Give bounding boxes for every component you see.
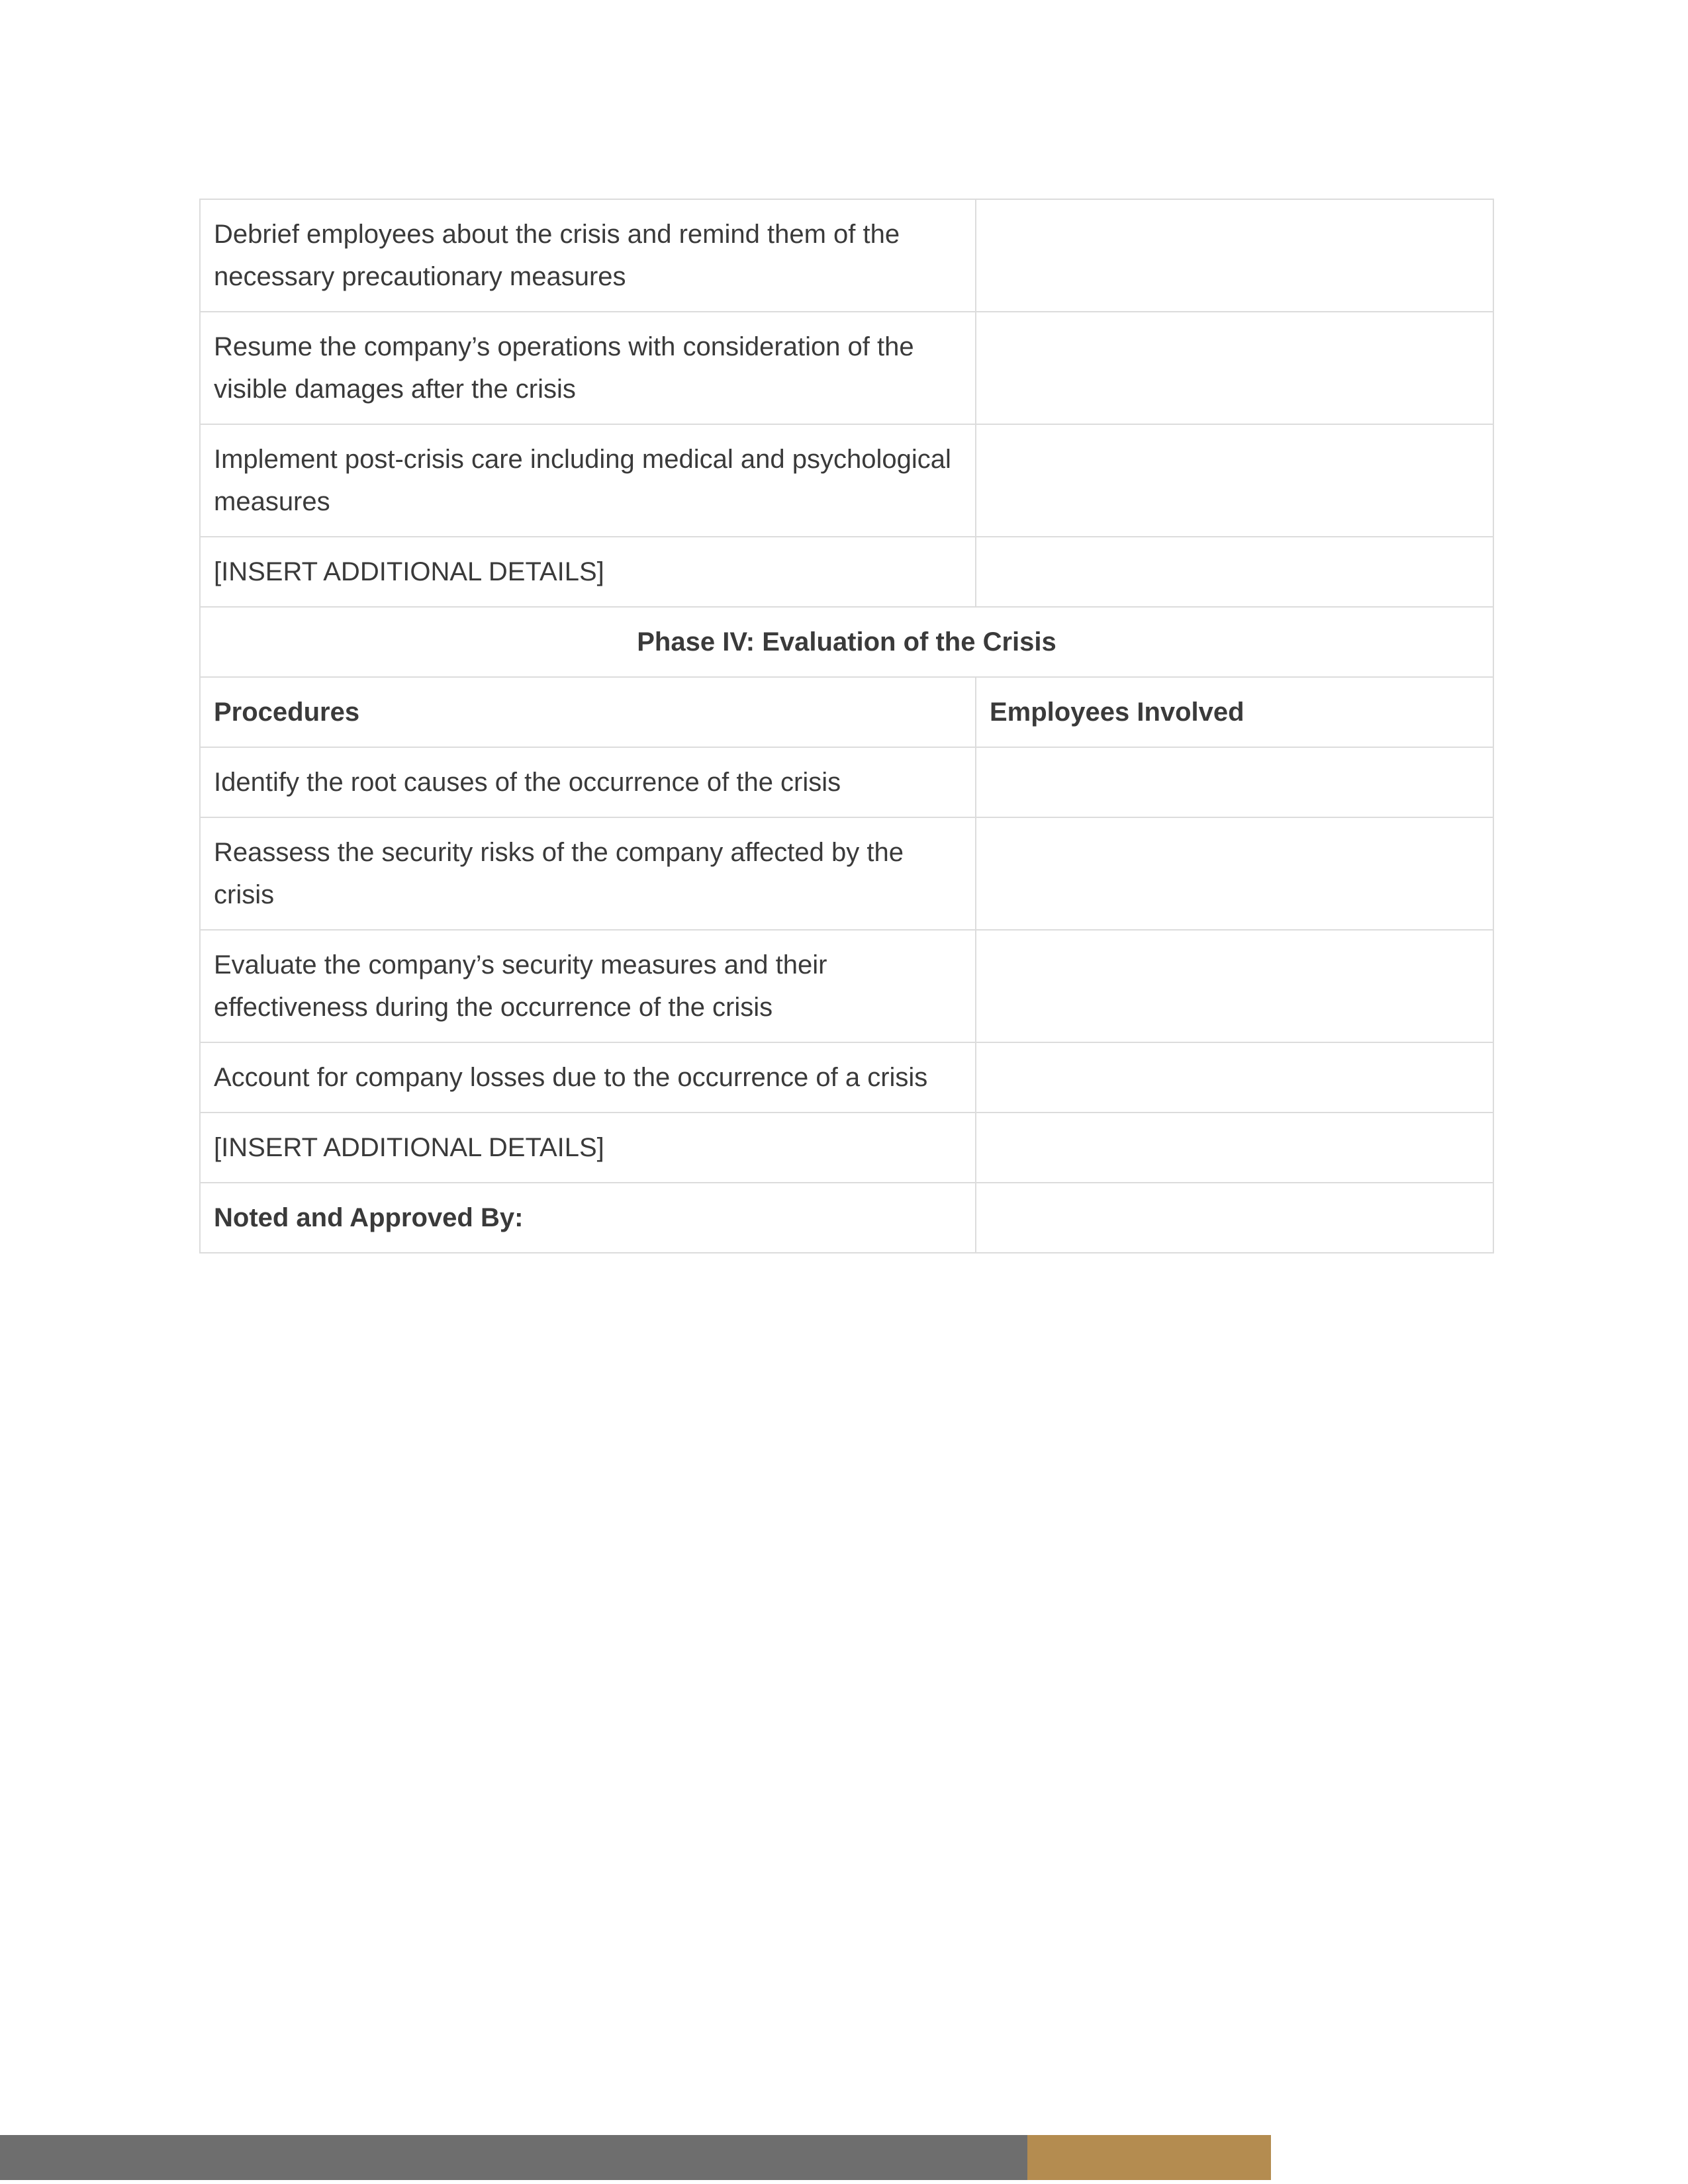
table-row <box>200 424 1493 537</box>
approval-label: Noted and Approved By: <box>200 1183 976 1253</box>
approval-row <box>200 1183 1493 1253</box>
procedure-cell: Reassess the security risks of the company affected by the crisis <box>200 817 976 930</box>
procedures-table <box>199 199 1494 1253</box>
employees-cell[interactable] <box>976 817 1493 930</box>
column-header-row <box>200 677 1493 747</box>
procedure-cell: Account for company losses due to the occurrence of a crisis <box>200 1042 976 1113</box>
table-row <box>200 817 1493 930</box>
procedure-cell: Implement post-crisis care including medical and psychological measures <box>200 424 976 537</box>
procedure-cell: Debrief employees about the crisis and remind them of the necessary precautionary measures <box>200 199 976 312</box>
employees-cell[interactable] <box>976 537 1493 607</box>
procedures-header: Procedures <box>200 677 976 747</box>
procedure-cell: [INSERT ADDITIONAL DETAILS] <box>200 1113 976 1183</box>
table-row <box>200 1113 1493 1183</box>
table-row <box>200 1042 1493 1113</box>
table-row <box>200 747 1493 817</box>
table-row <box>200 312 1493 424</box>
procedure-cell: Evaluate the company’s security measures and their effectiveness during the occurrence of the crisis <box>200 930 976 1042</box>
employees-cell[interactable] <box>976 747 1493 817</box>
approval-signature-cell[interactable] <box>976 1183 1493 1253</box>
employees-cell[interactable] <box>976 1042 1493 1113</box>
table-row <box>200 930 1493 1042</box>
table-row <box>200 537 1493 607</box>
employees-cell[interactable] <box>976 199 1493 312</box>
procedure-cell: [INSERT ADDITIONAL DETAILS] <box>200 537 976 607</box>
employees-cell[interactable] <box>976 424 1493 537</box>
employees-cell[interactable] <box>976 930 1493 1042</box>
procedure-cell: Identify the root causes of the occurrence of the crisis <box>200 747 976 817</box>
phase-heading: Phase IV: Evaluation of the Crisis <box>200 607 1493 677</box>
employees-cell[interactable] <box>976 312 1493 424</box>
footer-bar-gray <box>0 2135 1027 2180</box>
procedure-cell: Resume the company’s operations with consideration of the visible damages after the crisis <box>200 312 976 424</box>
employees-cell[interactable] <box>976 1113 1493 1183</box>
footer-bar-gold <box>1027 2135 1271 2180</box>
table-row <box>200 199 1493 312</box>
employees-involved-header: Employees Involved <box>976 677 1493 747</box>
phase-heading-row <box>200 607 1493 677</box>
